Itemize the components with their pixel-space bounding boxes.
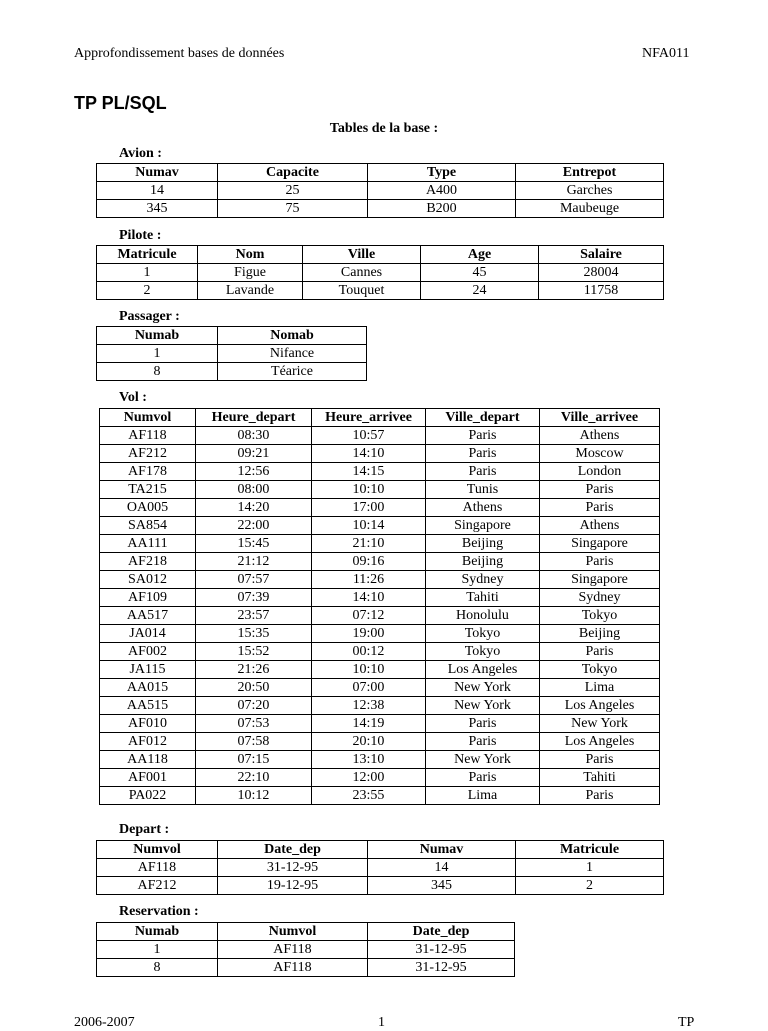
table-cell: AF012: [100, 733, 196, 751]
column-header: Matricule: [97, 246, 198, 264]
table-row: [100, 697, 660, 715]
table-cell: PA022: [100, 787, 196, 805]
page-title: TP PL/SQL: [74, 93, 167, 113]
table-cell: Figue: [198, 264, 303, 282]
column-header: Date_dep: [368, 923, 515, 941]
column-header: Age: [421, 246, 539, 264]
table-cell: Paris: [540, 643, 660, 661]
table-cell: 25: [218, 182, 368, 200]
table-cell: Los Angeles: [540, 733, 660, 751]
column-header: Numvol: [100, 409, 196, 427]
table-row: [97, 182, 664, 200]
table-cell: 31-12-95: [368, 941, 515, 959]
table-row: [100, 625, 660, 643]
table-cell: 11758: [539, 282, 664, 300]
table-cell: 1: [97, 345, 218, 363]
column-header: Matricule: [516, 841, 664, 859]
column-header: Ville: [303, 246, 421, 264]
table-cell: 28004: [539, 264, 664, 282]
table-cell: Paris: [426, 445, 540, 463]
table-cell: Paris: [540, 553, 660, 571]
footer-page-number: 1: [378, 1015, 385, 1030]
table-cell: 2: [516, 877, 664, 895]
table-row: [100, 589, 660, 607]
table-cell: Tahiti: [540, 769, 660, 787]
table-cell: AF010: [100, 715, 196, 733]
table-row: [100, 571, 660, 589]
table-cell: Lima: [426, 787, 540, 805]
table-cell: Cannes: [303, 264, 421, 282]
table-label-pilote: Pilote :: [119, 228, 162, 243]
table-header-row: [97, 923, 515, 941]
table-cell: 21:10: [312, 535, 426, 553]
column-header: Nom: [198, 246, 303, 264]
table-row: [100, 535, 660, 553]
table-cell: AF001: [100, 769, 196, 787]
table-cell: Los Angeles: [540, 697, 660, 715]
table-cell: 19-12-95: [218, 877, 368, 895]
table-cell: Tokyo: [540, 607, 660, 625]
header-course-code: NFA011: [642, 46, 690, 61]
table-cell: OA005: [100, 499, 196, 517]
table-label-vol: Vol :: [119, 390, 147, 405]
table-cell: TA215: [100, 481, 196, 499]
column-header: Heure_arrivee: [312, 409, 426, 427]
table-row: [100, 787, 660, 805]
table-cell: AF212: [97, 877, 218, 895]
table-row: [100, 769, 660, 787]
table-header-row: [97, 327, 367, 345]
column-header: Ville_arrivee: [540, 409, 660, 427]
table-row: [100, 679, 660, 697]
column-header: Date_dep: [218, 841, 368, 859]
table-cell: 1: [516, 859, 664, 877]
table-cell: 07:39: [196, 589, 312, 607]
table-cell: Singapore: [540, 571, 660, 589]
table-cell: Athens: [540, 517, 660, 535]
table-header-row: [97, 246, 664, 264]
table-row: [97, 941, 515, 959]
table-reservation: [96, 922, 515, 977]
table-row: [97, 363, 367, 381]
table-cell: AF212: [100, 445, 196, 463]
section-title: Tables de la base :: [329, 121, 439, 136]
table-header-row: [97, 164, 664, 182]
table-row: [100, 553, 660, 571]
table-cell: 21:26: [196, 661, 312, 679]
table-cell: A400: [368, 182, 516, 200]
table-cell: 07:58: [196, 733, 312, 751]
table-cell: 14:20: [196, 499, 312, 517]
table-cell: SA854: [100, 517, 196, 535]
table-pilote: [96, 245, 664, 300]
table-cell: 09:16: [312, 553, 426, 571]
table-row: [100, 517, 660, 535]
table-cell: AF109: [100, 589, 196, 607]
table-cell: 14:19: [312, 715, 426, 733]
table-cell: 1: [97, 264, 198, 282]
table-cell: AF002: [100, 643, 196, 661]
column-header: Numab: [97, 327, 218, 345]
table-header-row: [97, 841, 664, 859]
table-cell: Nifance: [218, 345, 367, 363]
table-cell: 10:57: [312, 427, 426, 445]
table-cell: Touquet: [303, 282, 421, 300]
table-cell: Téarice: [218, 363, 367, 381]
table-cell: Athens: [540, 427, 660, 445]
table-cell: Tahiti: [426, 589, 540, 607]
table-cell: 12:38: [312, 697, 426, 715]
table-cell: Honolulu: [426, 607, 540, 625]
table-cell: 14:15: [312, 463, 426, 481]
column-header: Heure_depart: [196, 409, 312, 427]
table-row: [97, 264, 664, 282]
table-cell: AF118: [218, 959, 368, 977]
table-header-row: [100, 409, 660, 427]
table-passager: [96, 326, 367, 381]
table-cell: 07:15: [196, 751, 312, 769]
table-cell: 10:10: [312, 481, 426, 499]
table-cell: 14:10: [312, 589, 426, 607]
table-row: [97, 859, 664, 877]
table-cell: AF118: [97, 859, 218, 877]
table-cell: Maubeuge: [516, 200, 664, 218]
table-cell: Paris: [540, 787, 660, 805]
table-cell: 07:12: [312, 607, 426, 625]
table-row: [100, 481, 660, 499]
table-cell: 45: [421, 264, 539, 282]
table-cell: AF178: [100, 463, 196, 481]
table-cell: SA012: [100, 571, 196, 589]
table-cell: 15:45: [196, 535, 312, 553]
table-cell: Paris: [426, 715, 540, 733]
table-cell: 23:55: [312, 787, 426, 805]
table-cell: 23:57: [196, 607, 312, 625]
table-row: [100, 607, 660, 625]
table-cell: Moscow: [540, 445, 660, 463]
table-cell: JA115: [100, 661, 196, 679]
table-cell: AA118: [100, 751, 196, 769]
table-cell: 345: [97, 200, 218, 218]
table-cell: AA015: [100, 679, 196, 697]
table-row: [100, 427, 660, 445]
table-cell: 10:10: [312, 661, 426, 679]
table-cell: Sydney: [426, 571, 540, 589]
table-cell: Garches: [516, 182, 664, 200]
table-cell: Paris: [426, 427, 540, 445]
table-cell: 20:10: [312, 733, 426, 751]
table-cell: 08:00: [196, 481, 312, 499]
column-header: Salaire: [539, 246, 664, 264]
table-row: [100, 463, 660, 481]
table-row: [100, 751, 660, 769]
table-row: [97, 959, 515, 977]
table-cell: Lavande: [198, 282, 303, 300]
table-cell: 17:00: [312, 499, 426, 517]
table-cell: Sydney: [540, 589, 660, 607]
column-header: Numav: [97, 164, 218, 182]
table-vol: [99, 408, 660, 805]
table-row: [97, 345, 367, 363]
footer-label: TP: [678, 1015, 695, 1030]
table-cell: B200: [368, 200, 516, 218]
table-label-reservation: Reservation :: [119, 904, 199, 919]
table-cell: 31-12-95: [368, 959, 515, 977]
table-cell: AA111: [100, 535, 196, 553]
table-row: [100, 499, 660, 517]
column-header: Entrepot: [516, 164, 664, 182]
table-cell: Beijing: [426, 535, 540, 553]
table-row: [100, 661, 660, 679]
table-cell: 12:56: [196, 463, 312, 481]
table-cell: 22:00: [196, 517, 312, 535]
table-cell: Paris: [540, 499, 660, 517]
table-cell: Lima: [540, 679, 660, 697]
table-cell: 07:57: [196, 571, 312, 589]
table-cell: 345: [368, 877, 516, 895]
table-row: [97, 200, 664, 218]
table-cell: 10:14: [312, 517, 426, 535]
table-cell: 75: [218, 200, 368, 218]
table-cell: 14: [368, 859, 516, 877]
table-cell: Los Angeles: [426, 661, 540, 679]
table-cell: 24: [421, 282, 539, 300]
table-cell: 07:20: [196, 697, 312, 715]
table-row: [100, 733, 660, 751]
table-cell: 8: [97, 959, 218, 977]
table-cell: 14:10: [312, 445, 426, 463]
table-cell: Singapore: [540, 535, 660, 553]
table-cell: 8: [97, 363, 218, 381]
table-cell: 00:12: [312, 643, 426, 661]
table-cell: Paris: [426, 769, 540, 787]
table-cell: 22:10: [196, 769, 312, 787]
table-row: [100, 643, 660, 661]
table-cell: 19:00: [312, 625, 426, 643]
table-cell: AF118: [218, 941, 368, 959]
table-cell: 21:12: [196, 553, 312, 571]
table-cell: Paris: [540, 751, 660, 769]
table-cell: 20:50: [196, 679, 312, 697]
table-row: [97, 282, 664, 300]
table-cell: 1: [97, 941, 218, 959]
table-cell: Tokyo: [426, 625, 540, 643]
table-cell: London: [540, 463, 660, 481]
header-course-title: Approfondissement bases de données: [74, 46, 285, 61]
table-cell: Athens: [426, 499, 540, 517]
table-cell: AF218: [100, 553, 196, 571]
table-cell: Beijing: [540, 625, 660, 643]
column-header: Numav: [368, 841, 516, 859]
table-cell: Paris: [426, 733, 540, 751]
column-header: Numab: [97, 923, 218, 941]
column-header: Type: [368, 164, 516, 182]
table-cell: Beijing: [426, 553, 540, 571]
column-header: Numvol: [218, 923, 368, 941]
table-cell: Tokyo: [426, 643, 540, 661]
table-cell: 12:00: [312, 769, 426, 787]
column-header: Ville_depart: [426, 409, 540, 427]
table-cell: New York: [426, 697, 540, 715]
table-label-passager: Passager :: [119, 309, 180, 324]
table-cell: 31-12-95: [218, 859, 368, 877]
footer-year: 2006-2007: [74, 1015, 135, 1030]
table-cell: AA515: [100, 697, 196, 715]
table-label-avion: Avion :: [119, 146, 162, 161]
table-cell: New York: [426, 679, 540, 697]
table-cell: 2: [97, 282, 198, 300]
table-cell: Tunis: [426, 481, 540, 499]
table-cell: AA517: [100, 607, 196, 625]
table-cell: 09:21: [196, 445, 312, 463]
table-cell: 13:10: [312, 751, 426, 769]
column-header: Capacite: [218, 164, 368, 182]
table-label-depart: Depart :: [119, 822, 170, 837]
table-cell: JA014: [100, 625, 196, 643]
column-header: Nomab: [218, 327, 367, 345]
table-cell: AF118: [100, 427, 196, 445]
table-row: [100, 445, 660, 463]
table-cell: New York: [426, 751, 540, 769]
table-row: [97, 877, 664, 895]
table-cell: 10:12: [196, 787, 312, 805]
table-avion: [96, 163, 664, 218]
column-header: Numvol: [97, 841, 218, 859]
table-cell: Tokyo: [540, 661, 660, 679]
table-cell: 07:53: [196, 715, 312, 733]
table-cell: 08:30: [196, 427, 312, 445]
table-cell: Singapore: [426, 517, 540, 535]
table-cell: Paris: [540, 481, 660, 499]
table-row: [100, 715, 660, 733]
table-cell: 07:00: [312, 679, 426, 697]
table-cell: Paris: [426, 463, 540, 481]
table-cell: 15:35: [196, 625, 312, 643]
table-cell: 14: [97, 182, 218, 200]
table-cell: 11:26: [312, 571, 426, 589]
table-depart: [96, 840, 664, 895]
table-cell: New York: [540, 715, 660, 733]
table-cell: 15:52: [196, 643, 312, 661]
